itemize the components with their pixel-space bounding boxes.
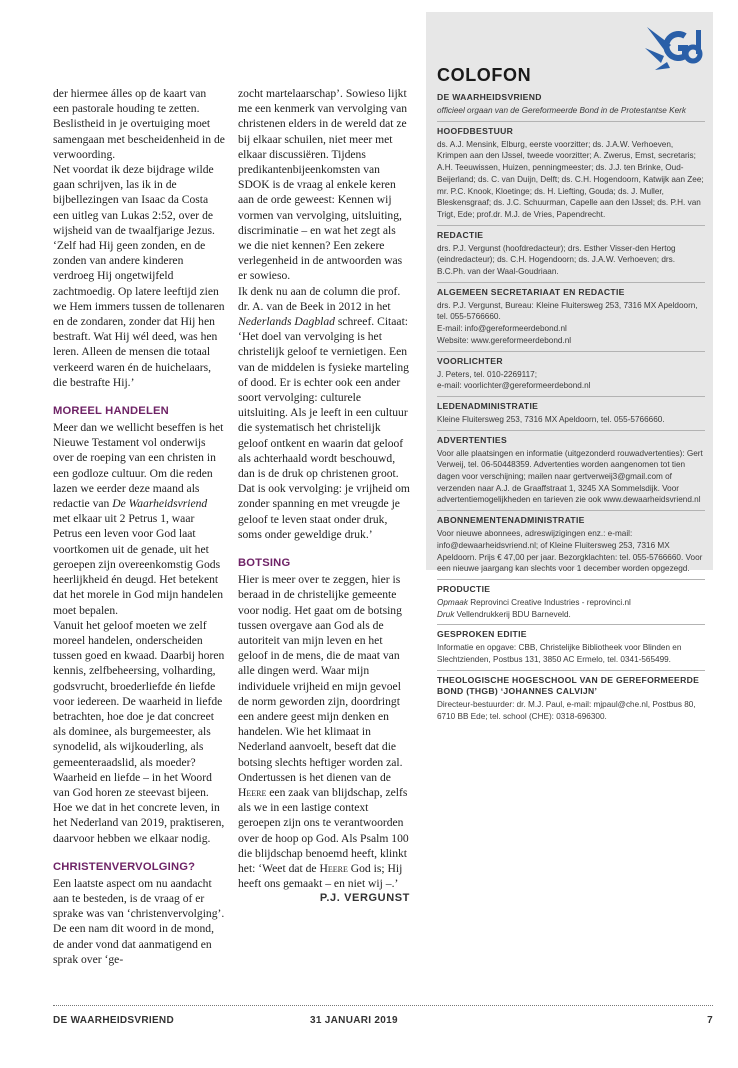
- colofon-heading: HOOFDBESTUUR: [437, 125, 514, 136]
- colofon-heading: PRODUCTIE: [437, 583, 491, 594]
- colofon-text: Directeur-bestuurder: dr. M.J. Paul, e-mail: mjpaul@che.nl, Postbus 80, 6710 BB Ede; tel. school (CHE): 0318-696300.: [437, 699, 696, 721]
- colofon-text: [437, 597, 705, 620]
- colofon-heading: ALGEMEEN SECRETARIAAT EN REDACTIE: [437, 286, 625, 297]
- colofon-section-thgb: [437, 670, 705, 722]
- footer-page-number: 7: [707, 1015, 713, 1026]
- colofon-section-secretariaat: [437, 282, 705, 347]
- colofon-text: Voor alle plaatsingen en informatie (uitgezonderd rouwadvertenties): Gert Verweij, tel. 06-50448359. Advertenties worden aangenomen tot tien dagen voor verschijning; mailen naar gertverweij3@gmail.com of verzenden naar A.J. de Graaffstraat 1, 3245 XA Sommelsdijk. Voor advertentiemogelijkheden en tarieven zie ook www.dewaarheidsvriend.nl: [437, 448, 703, 505]
- publication-title: De Waarheidsvriend: [112, 497, 208, 511]
- colofon-section-advertenties: [437, 430, 705, 507]
- article-paragraph: Hier is meer over te zeggen, hier is beraad in de christelijke gemeente voor nodig. Het gaat om de botsing tussen overgave aan God als de autoriteit van mijn leven en het geloof in de mens, die de maat van alle dingen werd. Waar mijn individuele vrijheid en mijn gevoel de norm geworden zijn, doordringt een andere geest mijn denken en handelen. Wie het klimaat in Nederland aanvoelt, beseft dat die botsing slechts heftiger worden zal.: [238, 573, 403, 769]
- footer-publication: DE WAARHEIDSVRIEND: [53, 1015, 174, 1026]
- colofon-section-productie: [437, 579, 705, 620]
- secretariaat-address: drs. P.J. Vergunst, Bureau: Kleine Fluitersweg 253, 7316 MX Apeldoorn, tel. 055-5766660.: [437, 300, 698, 322]
- colofon-box: [426, 12, 713, 721]
- colofon-section-abonnementen: [437, 510, 705, 575]
- text-run: God is; Hij heeft ons gemaakt – en niet wij –.’: [238, 861, 403, 891]
- author-signature: P.J. VERGUNST: [319, 892, 410, 905]
- colofon-text: Informatie en opgave: CBB, Christelijke Bibliotheek voor Blinden en Slechtzienden, Postbus 131, 3850 AC Ermelo, tel. 0341-565499.: [437, 643, 682, 665]
- section-heading-christenvervolging: CHRISTENVERVOLGING?: [53, 860, 196, 873]
- text-run: schreef. Citaat: ‘Het doel van vervolging is het christelijk geloof te vernietigen. Een van de middelen is fysieke marteling of dood. Er is echter ook een ander soort vervolging: culturele uitsluiting. Als je leeft in een cultuur die systematisch het christelijk geloof ontkent en waarin dat geloof als achterhaald wordt beschouwd, dan is de druk op christenen groot. Dat is ook vervolging: je vrijheid om zonder spanning en met vreugde je geloof te leven staat onder druk, soms onder geweldige druk.’: [238, 315, 410, 541]
- voorlichter-phone: J. Peters, tel. 010-2269117;: [437, 369, 537, 379]
- colofon-heading: DE WAARHEIDSVRIEND: [437, 92, 542, 102]
- article-paragraph: der hiermee álles op de kaart van een pastorale houding te zetten. Beslistheid in je overtuiging moet samengaan met bescheidenheid in de verwoording.: [53, 87, 225, 161]
- productie-value: Reprovinci Creative Industries - reprovinci.nl: [467, 597, 631, 607]
- colofon-text: Kleine Fluitersweg 253, 7316 MX Apeldoorn, tel. 055-5766660.: [437, 414, 665, 424]
- footer-date: 31 JANUARI 2019: [310, 1015, 398, 1026]
- newspaper-title: Nederlands Dagblad: [238, 315, 335, 329]
- page-footer: [53, 1005, 713, 1026]
- colofon-text: Voor nieuwe abonnees, adreswijzigingen enz.: e-mail: info@dewaarheidsvriend.nl; of Kleine Fluitersweg 253, 7316 MX Apeldoorn. Prijs € 47,00 per jaar. Bezorgklachten: tel. 055-5766660. Voor een nieuwe jaargang kan slechts voor 1 december worden opgezegd.: [437, 529, 703, 574]
- colofon-heading: THEOLOGISCHE HOGESCHOOL VAN DE GEREFORMEERDE BOND (THGB) ‘JOHANNES CALVIJN’: [437, 674, 700, 696]
- article-paragraph: zocht martelaarschap’. Sowieso lijkt me een kenmerk van vervolging van christenen elders in de wereld dat ze bij elkaar schuilen, niet meer met elkaar discussiëren. Tijdens predikantenbijeenkomsten van SDOK is de vraag al enkele keren aan de orde geweest: Kennen wij vormen van vervolging, uitsluiting, discriminatie – en wat het zegt als we die niet kennen? Een zekere verlegenheid in de antwoorden was er sowieso.: [238, 87, 408, 283]
- colofon-heading: ADVERTENTIES: [437, 434, 507, 445]
- article-column-2: [238, 86, 410, 907]
- section-heading-botsing: BOTSING: [238, 557, 291, 570]
- article-paragraph: [238, 284, 410, 542]
- secretariaat-website-link[interactable]: Website: www.gereformeerdebond.nl: [437, 335, 572, 345]
- text-run: met elkaar uit 2 Petrus 1, waar Petrus een leven voor God laat voortkomen uit de genade, uit het geroepen zijn overeenkomstig Gods heerlijkheid én deugd. Het betekent dat het morele in God mijn handelen moet bepalen.: [53, 512, 223, 617]
- article-paragraph: [53, 420, 225, 618]
- colofon-text: [437, 300, 705, 347]
- article-paragraph: Een laatste aspect om nu aandacht aan te besteden, is de vraag of er sprake was van ‘christenvervolging’. De een nam dit woord in de mond, de ander vond dat aanmatigend en sprak over ‘ge-: [53, 876, 225, 966]
- voorlichter-email-link[interactable]: e-mail: voorlichter@gereformeerdebond.nl: [437, 381, 591, 391]
- article-column-1: [53, 86, 225, 967]
- colofon-section-hoofdbestuur: [437, 121, 705, 221]
- colofon-text: [437, 369, 705, 392]
- colofon-section-waarheidsvriend: [437, 92, 705, 117]
- small-caps-heere: Heere: [238, 785, 267, 799]
- colofon-heading: LEDENADMINISTRATIE: [437, 400, 539, 411]
- text-run: Meer dan we wellicht beseffen is het Nieuwe Testament vol onderwijs over de roeping van een christen in een godloze cultuur. Om die reden lazen we eerder deze maand als redactie van: [53, 421, 224, 511]
- productie-label: Opmaak: [437, 597, 468, 607]
- colofon-section-ledenadministratie: [437, 396, 705, 426]
- colofon-content: [437, 64, 705, 726]
- colofon-title: COLOFON: [437, 65, 532, 85]
- colofon-text: ds. A.J. Mensink, Elburg, eerste voorzitter; ds. J.A.W. Verhoeven, Krimpen aan den IJssel, tweede voorzitter; A. Zwerus, Emst, secretaris; A.H. Teeuwissen, Huizen, penningmeester; ds. J.J. ten Brinke, Oud-Beijerland; ds. C. van Duijn, Delft; ds. C.H. Hogendoorn, Katwijk aan Zee; mr. P.C. Knook, Kloetinge; ds. H. Liefting, Gouda; ds. J. Muller, Bleskensgraaf; ds. J.C. Schuurman, Capelle aan den IJssel; ds. P.H. van Trigt, Ede; prof.dr. M.J. de Vries, Papendrecht.: [437, 139, 704, 219]
- colofon-heading: ABONNEMENTENADMINISTRATIE: [437, 515, 585, 526]
- colofon-heading: REDACTIE: [437, 229, 484, 240]
- article-paragraph: Net voordat ik deze bijdrage wilde gaan schrijven, las ik in de bijbellezingen van Isaac da Costa een uitleg van Lukas 2:52, over de wijsheid van de twaalfjarige Jezus. ‘Zelf had Hij geen zonden, en de zonden van andere kinderen verdroeg Hij ongetwijfeld zachtmoedig. Op latere leeftijd zien we Hem immers tussen de tollenaren en de zondaren, zonder dat Hij hen bestraft. Wat Hij wél deed, was hen leren. Alleen de mensen die totaal verkeerd waren én de huichelaars, die bestrafte Hij.’: [53, 163, 225, 389]
- text-run: een zaak van blijdschap, zelfs als we in een lastige context geroepen zijn ons te verantwoorden over de hoop op God. Als Psalm 100 die blijdschap benoemd heeft, klinkt het: ‘Weet dat de: [238, 785, 409, 875]
- colofon-section-gesproken-editie: [437, 624, 705, 665]
- colofon-heading: VOORLICHTER: [437, 355, 503, 366]
- colofon-text: officieel orgaan van de Gereformeerde Bond in de Protestantse Kerk: [437, 106, 686, 115]
- section-heading-moreel-handelen: MOREEL HANDELEN: [53, 405, 169, 418]
- small-caps-heere: Heere: [319, 861, 348, 875]
- text-run: Ondertussen is het dienen van de: [238, 770, 391, 784]
- article-paragraph: [238, 770, 410, 892]
- secretariaat-email-link[interactable]: E-mail: info@gereformeerdebond.nl: [437, 324, 567, 334]
- colofon-section-redactie: [437, 225, 705, 278]
- productie-label: Druk: [437, 609, 455, 619]
- productie-value: Vellendrukkerij BDU Barneveld.: [454, 609, 571, 619]
- colofon-section-voorlichter: [437, 351, 705, 392]
- article-paragraph: Vanuit het geloof moeten we zelf moreel handelen, onderscheiden tussen goed en kwaad. Daarbij horen kennis, zelfbeheersing, volharding, godsvrucht, broederliefde én liefde voor iedereen. De waarheid in liefde betrachten, hoe doe je dat concreet als dominee, als burgemeester, als synodelid, als wijkouderling, als gemeenteraadslid, als moeder? Waarheid en liefde – in het Woord van God horen ze steevast bijeen. Hoe we dat in het concrete leven, in het Nederland van 2019, praktiseren, daarvoor hebben we elkaar nodig.: [53, 618, 225, 845]
- colofon-heading: GESPROKEN EDITIE: [437, 629, 527, 640]
- text-run: Ik denk nu aan de column die prof. dr. A. van de Beek in 2012 in het: [238, 284, 401, 313]
- colofon-text: drs. P.J. Vergunst (hoofdredacteur); drs. Esther Visser-den Hertog (eindredacteur); ds. C.H. Hogendoorn; ds. J.A.W. Verhoeven; drs. B.C.Ph. van der Waal-Goudriaan.: [437, 243, 676, 277]
